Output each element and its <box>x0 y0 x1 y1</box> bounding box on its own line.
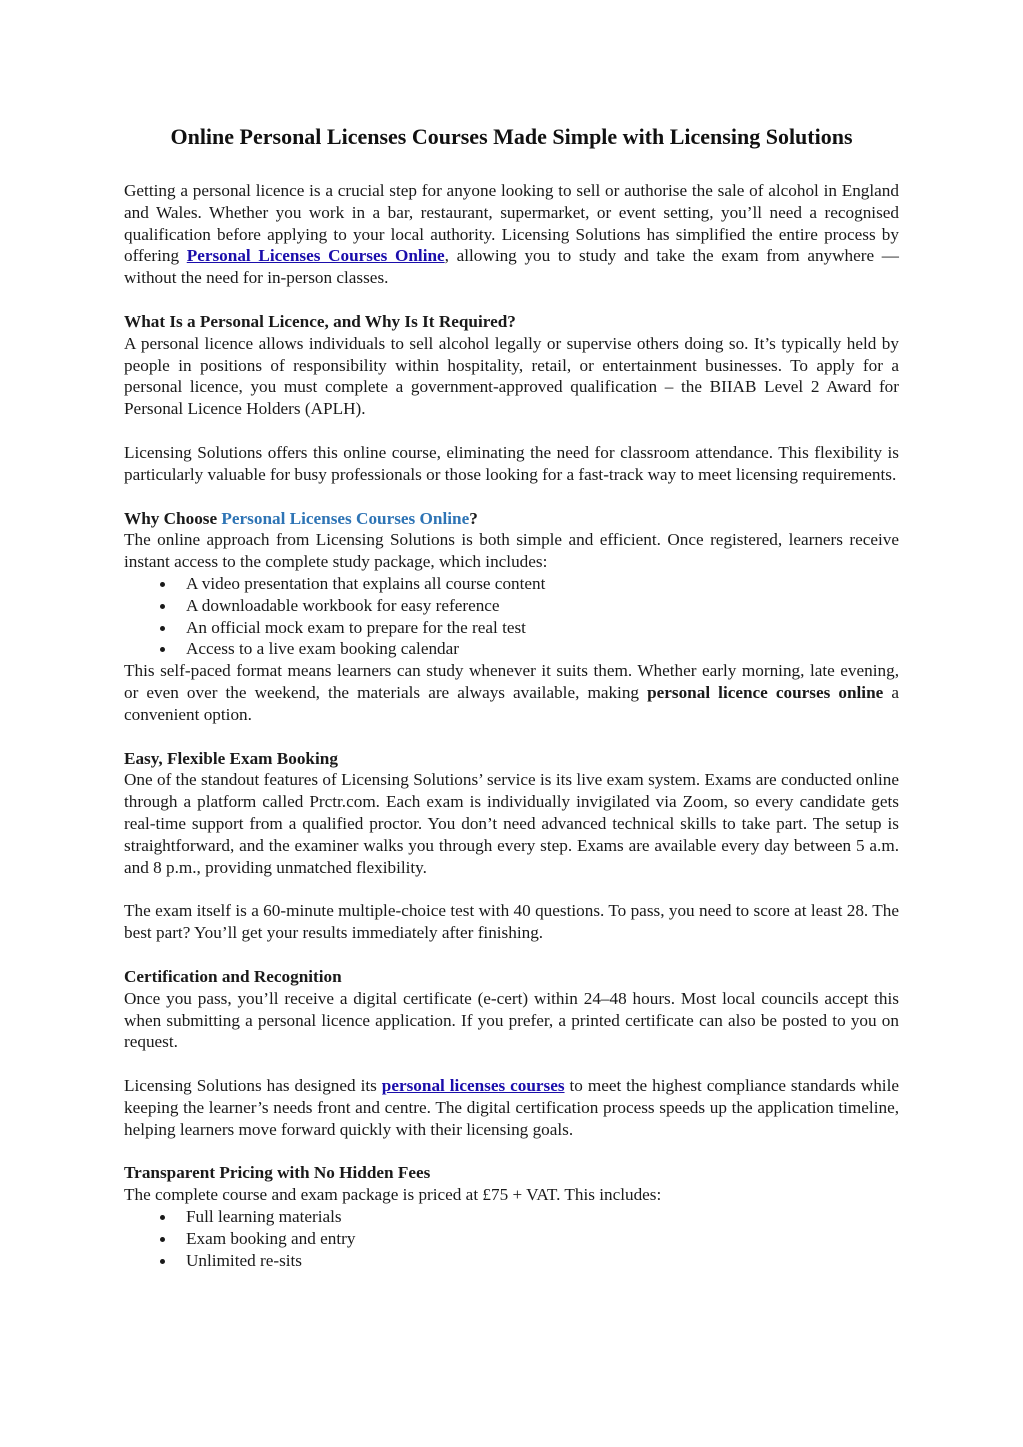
section-why-p2-after: a convenient option. <box>124 682 899 724</box>
section-why-p2-bold: personal licence courses online <box>647 682 884 702</box>
section-pricing-heading: Transparent Pricing with No Hidden Fees <box>124 1163 431 1183</box>
list-item: Full learning materials <box>124 1206 899 1228</box>
section-what-paragraph-1: A personal licence allows individuals to sell alcohol legally or supervise others doing so. It’s typically held by people in positions of responsibility within hospitality, retail, or entertainment businesses. To apply for a personal licence, you must complete a government-approved qualification – the BIIAB Level 2 Award for Personal Licence Holders (APLH). <box>124 333 899 419</box>
list-item: A video presentation that explains all course content <box>124 573 899 595</box>
section-what-heading: What Is a Personal Licence, and Why Is It Required? <box>124 311 516 331</box>
section-why-paragraph-1: The online approach from Licensing Solutions is both simple and efficient. Once registered, learners receive instant access to the complete study package, which includes: <box>124 530 899 572</box>
list-item: Exam booking and entry <box>124 1228 899 1250</box>
section-why-paragraph-2 <box>124 660 899 725</box>
intro-paragraph <box>124 180 899 289</box>
personal-licenses-courses-link[interactable]: personal licenses courses <box>381 1076 565 1096</box>
section-exam-paragraph-1: One of the standout features of Licensing Solutions’ service is its live exam system. Exams are conducted online through a platform called Prctr.com. Each exam is individually invigilated via Zoom, so every candidate gets real-time support from a qualified proctor. You don’t need advanced technical skills to take part. The setup is straightforward, and the examiner walks you through every step. Exams are available every day between 5 a.m. and 8 p.m., providing unmatched flexibility. <box>124 770 899 877</box>
section-exam-heading: Easy, Flexible Exam Booking <box>124 748 338 768</box>
section-why-heading-after: ? <box>469 508 478 528</box>
list-item: Unlimited re-sits <box>124 1250 899 1272</box>
section-pricing-paragraph-1: The complete course and exam package is priced at £75 + VAT. This includes: <box>124 1185 662 1205</box>
pricing-includes-list <box>124 1206 899 1271</box>
section-what-paragraph-2: Licensing Solutions offers this online course, eliminating the need for classroom attendance. This flexibility is particularly valuable for busy professionals or those looking for a fast-track way to meet licensing requirements. <box>124 442 899 484</box>
list-item: Access to a live exam booking calendar <box>124 638 899 660</box>
section-cert-paragraph-2 <box>124 1075 899 1140</box>
list-item: An official mock exam to prepare for the real test <box>124 617 899 639</box>
section-why-heading-before: Why Choose <box>124 508 222 528</box>
section-why-p2-before: This self-paced format means learners can study whenever it suits them. Whether early morning, late evening, or even over the weekend, the materials are always available, making <box>124 661 899 702</box>
section-cert-p2-before: Licensing Solutions has designed its <box>124 1076 382 1096</box>
document-page <box>124 122 899 1271</box>
section-cert-p2-after: to meet the highest compliance standards while keeping the learner’s needs front and centre. The digital certification process speeds up the application timeline, helping learners move forward quickly with their licensing goals. <box>124 1076 899 1139</box>
section-cert-heading: Certification and Recognition <box>124 966 342 986</box>
list-item: A downloadable workbook for easy reference <box>124 595 899 617</box>
section-cert-paragraph-1: Once you pass, you’ll receive a digital certificate (e-cert) within 24–48 hours. Most local councils accept this when submitting a personal licence application. If you prefer, a printed certificate can also be posted to you on request. <box>124 988 899 1052</box>
page-title: Online Personal Licenses Courses Made Simple with Licensing Solutions <box>170 124 853 149</box>
personal-licenses-courses-online-link[interactable]: Personal Licenses Courses Online <box>186 246 445 266</box>
section-why-heading-highlight: Personal Licenses Courses Online <box>221 508 470 528</box>
section-exam-paragraph-2: The exam itself is a 60-minute multiple-choice test with 40 questions. To pass, you need to score at least 28. The best part? You’ll get your results immediately after finishing. <box>124 901 899 943</box>
study-package-list <box>124 573 899 660</box>
intro-text-after-link: , allowing you to study and take the exam from anywhere — without the need for in-person classes. <box>124 246 899 288</box>
intro-text-before-link: Getting a personal licence is a crucial step for anyone looking to sell or authorise the sale of alcohol in England and Wales. Whether you work in a bar, restaurant, supermarket, or event setting, you’ll need a recognised qualification before applying to your local authority. Licensing Solutions has simplified the entire process by offering <box>124 181 899 266</box>
section-why-heading <box>124 508 899 530</box>
